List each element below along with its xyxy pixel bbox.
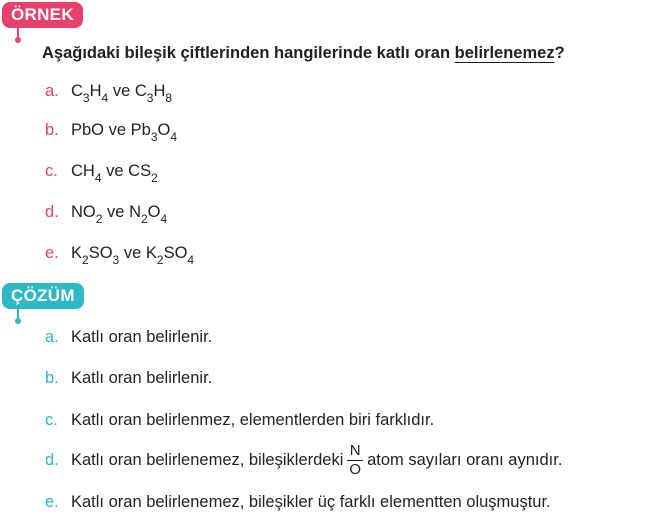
solution-badge-dot <box>15 318 21 324</box>
option-letter: a. <box>45 82 59 100</box>
example-badge-dot <box>15 37 21 43</box>
solution-e: e. Katlı oran belirlenemez, bileşikler üç farklı elementten oluşmuştur. <box>45 493 551 511</box>
example-badge: ÖRNEK <box>2 2 83 28</box>
option-letter: b. <box>45 121 59 139</box>
solution-letter: d. <box>45 451 59 469</box>
solution-letter: c. <box>45 411 58 429</box>
solution-a: a. Katlı oran belirlenir. <box>45 328 213 346</box>
question-underlined: belirlenemez <box>454 44 555 62</box>
option-c: c. $CH_4$ ve $CS_2$ <box>45 162 158 185</box>
solution-d: d. Katlı oran belirlenemez, bileşiklerdeki $\frac{N}{O}$ atom sayıları oranı aynıdır. <box>45 440 562 480</box>
solution-letter: b. <box>45 369 59 387</box>
option-b: b. PbO ve $Pb_3O_4$ <box>45 121 178 144</box>
question-text: Aşağıdaki bileşik çiftlerinden hangilerinde katlı oran belirlenemez? <box>42 44 565 62</box>
option-letter: d. <box>45 203 59 221</box>
option-a: a. $C_3H_4$ ve $C_3H_8$ <box>45 82 173 105</box>
solution-c: c. Katlı oran belirlenmez, elementlerden biri farklıdır. <box>45 411 435 429</box>
option-e: e. $K_2SO_3$ ve $K_2SO_4$ <box>45 244 195 267</box>
n-over-o-fraction: $\frac{N}{O}$ <box>349 442 362 479</box>
option-letter: e. <box>45 244 59 262</box>
solution-letter: a. <box>45 328 59 346</box>
option-d: d. $NO_2$ ve $N_2O_4$ <box>45 203 168 226</box>
solution-badge: ÇÖZÜM <box>2 283 84 309</box>
option-letter: c. <box>45 162 58 180</box>
solution-letter: e. <box>45 493 59 511</box>
solution-b: b. Katlı oran belirlenir. <box>45 369 213 387</box>
